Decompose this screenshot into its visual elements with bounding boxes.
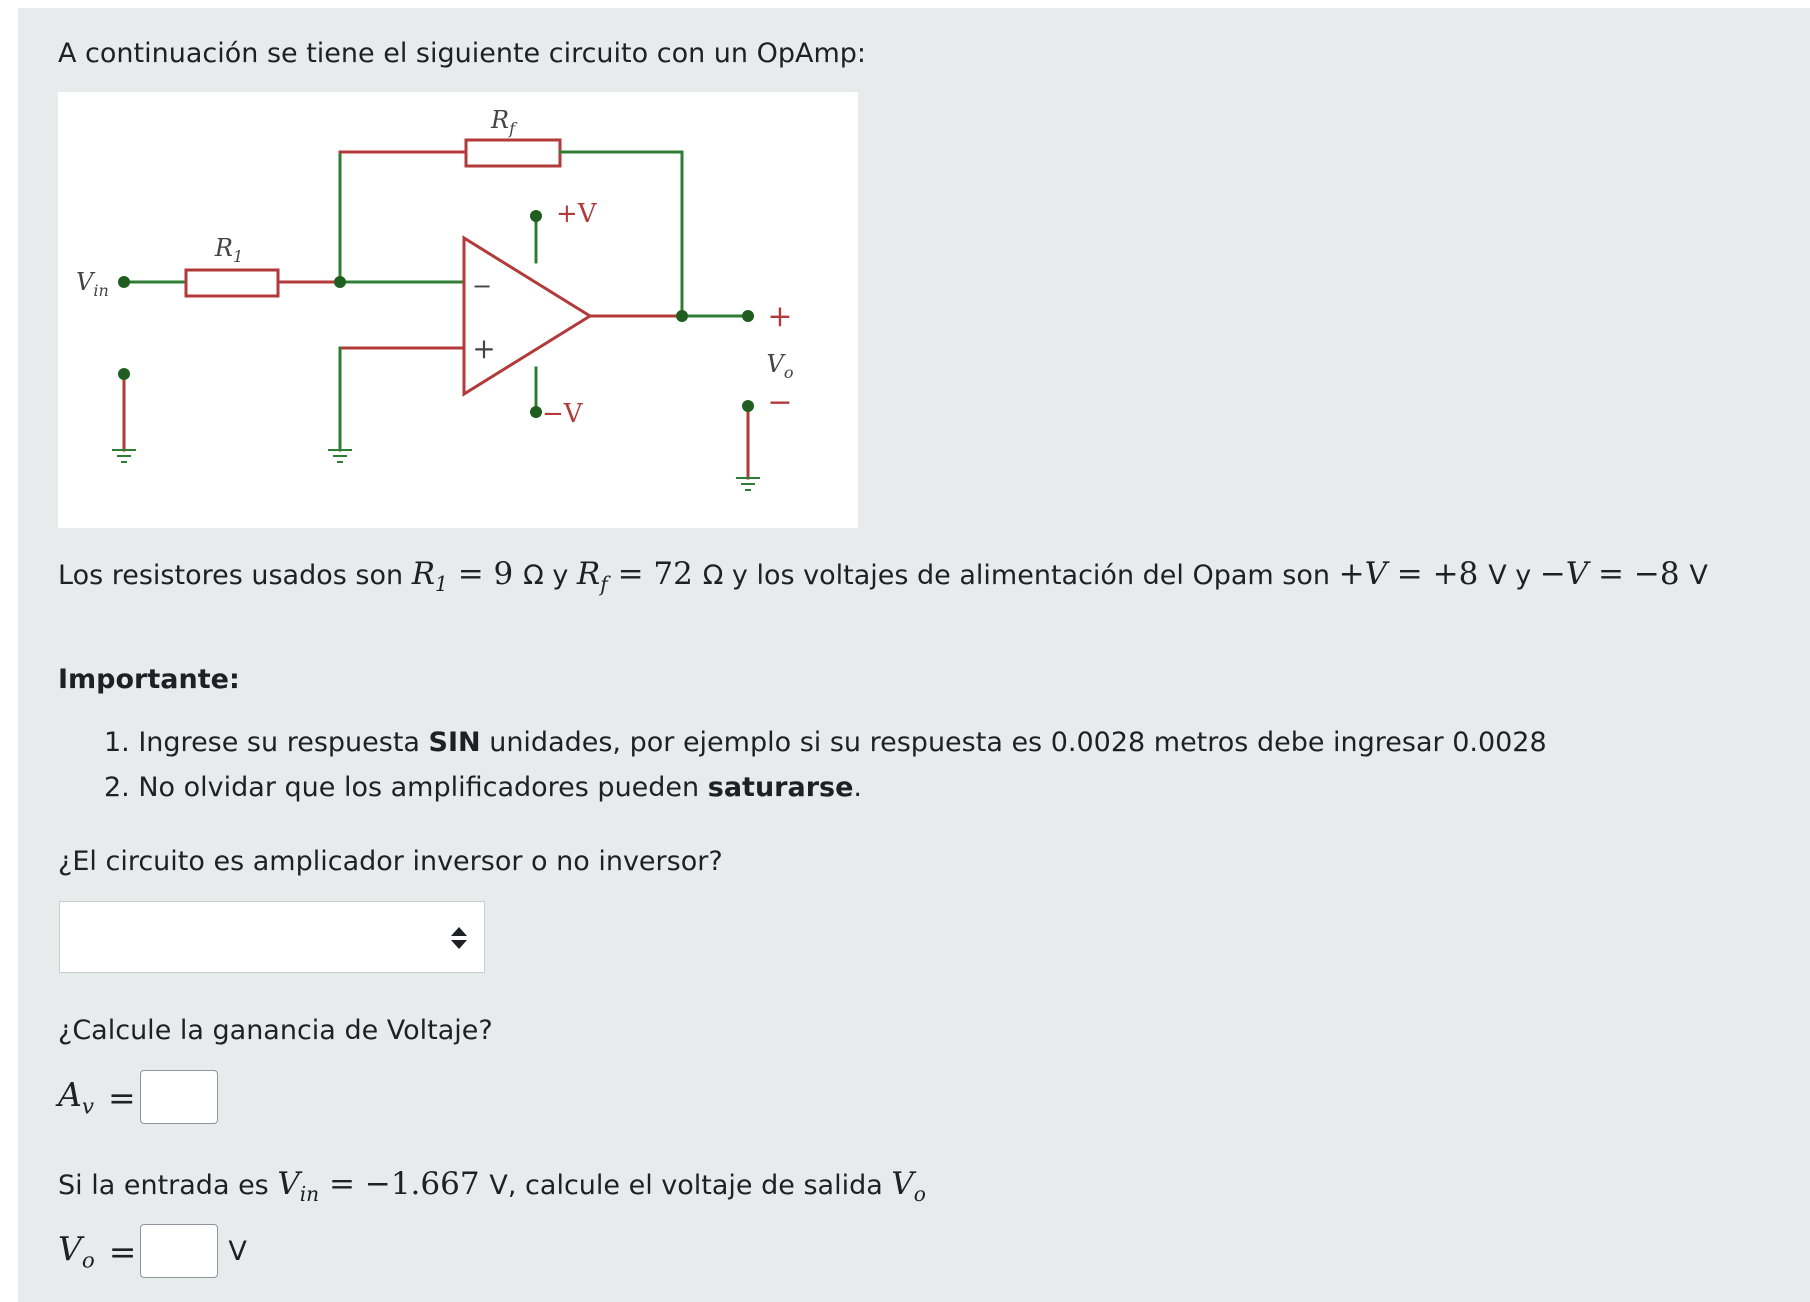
important-heading: Importante: xyxy=(58,664,240,695)
label-rf: $R_f$ xyxy=(491,106,515,138)
question-panel xyxy=(18,8,1810,1302)
node-vplus xyxy=(530,210,542,222)
ground-symbol-middle xyxy=(328,450,352,462)
resistor-rf xyxy=(466,140,560,166)
vin-value: = −1.667 xyxy=(319,1166,490,1202)
label-r1: $R_1$ xyxy=(214,234,244,266)
ground-symbol-left xyxy=(112,450,136,462)
vplus-sign: + xyxy=(1338,556,1365,592)
question-intro: A continuación se tiene el siguiente circuito con un OpAmp: xyxy=(58,38,866,69)
vplus-unit: V y xyxy=(1488,560,1540,591)
output-voltage-answer-row xyxy=(58,1222,247,1280)
output-voltage-input[interactable] xyxy=(140,1224,218,1278)
node-inverting-junction xyxy=(334,276,346,288)
resistors-prefix: Los resistores usados son xyxy=(58,560,412,591)
question-output-voltage: Si la entrada es $V_{in} = -1.667$ V, calcule el voltaje de salida $V_o$ xyxy=(58,1166,926,1207)
circuit-diagram xyxy=(58,92,858,528)
opamp-triangle xyxy=(464,238,590,394)
rf-unit-and-supply-text: Ω y los voltajes de alimentación del Opam son xyxy=(702,560,1339,591)
label-vo: $V_o$ xyxy=(766,350,794,382)
vminus-unit: V xyxy=(1689,560,1708,591)
label-vin: $V_{in}$ xyxy=(76,268,109,300)
question-amplifier-type: ¿El circuito es amplicador inversor o no inversor? xyxy=(58,846,723,877)
node-vin xyxy=(118,276,130,288)
question-voltage-gain: ¿Calcule la ganancia de Voltaje? xyxy=(58,1015,493,1046)
vplus-value: = +8 xyxy=(1386,556,1489,592)
amplifier-type-select[interactable] xyxy=(59,901,485,973)
label-noninverting-input: + xyxy=(472,332,496,365)
r1-unit: Ω y xyxy=(523,560,577,591)
vo-equals: = xyxy=(108,1231,137,1271)
vminus-symbol: V xyxy=(1565,556,1589,592)
instructions-list xyxy=(104,720,1547,810)
vminus-value: = −8 xyxy=(1588,556,1690,592)
vin-symbol: $V_{in}$ xyxy=(277,1166,320,1207)
label-output-plus: + xyxy=(767,299,793,334)
gain-answer-row xyxy=(58,1068,218,1126)
av-equals: = xyxy=(107,1077,136,1117)
node-vminus xyxy=(530,406,542,418)
node-output-terminal xyxy=(742,310,754,322)
label-vminus: −V xyxy=(542,399,583,429)
vo-unit: V xyxy=(228,1235,247,1267)
resistor-r1 xyxy=(186,270,278,296)
gain-answer-input[interactable] xyxy=(140,1070,218,1124)
circuit-svg xyxy=(58,92,858,528)
instruction-item: 2. No olvidar que los amplificadores pueden saturarse. xyxy=(104,772,862,803)
node-left-ground xyxy=(118,368,130,380)
vo-symbol: $V_o$ xyxy=(58,1228,95,1274)
rf-value: = 72 xyxy=(607,556,703,592)
label-inverting-input: − xyxy=(471,272,493,300)
label-vplus: +V xyxy=(556,199,597,229)
av-symbol: $A_v$ xyxy=(58,1074,94,1120)
node-output-ground xyxy=(742,400,754,412)
select-updown-arrows-icon xyxy=(450,926,468,950)
vplus-symbol: V xyxy=(1364,556,1387,592)
resistor-values-text xyxy=(58,556,1708,596)
r1-symbol: $R_1$ xyxy=(411,556,448,597)
ground-symbol-right xyxy=(736,478,760,490)
label-output-minus: − xyxy=(767,385,793,420)
vminus-sign: − xyxy=(1539,556,1566,592)
rf-symbol: $R_f$ xyxy=(576,556,608,597)
instruction-item: 1. Ingrese su respuesta SIN unidades, por ejemplo si su respuesta es 0.0028 metros debe ingresar 0.0028 xyxy=(104,727,1547,758)
node-output-junction xyxy=(676,310,688,322)
vo-symbol-inline: $V_o$ xyxy=(891,1166,926,1207)
r1-value: = 9 xyxy=(447,556,524,592)
